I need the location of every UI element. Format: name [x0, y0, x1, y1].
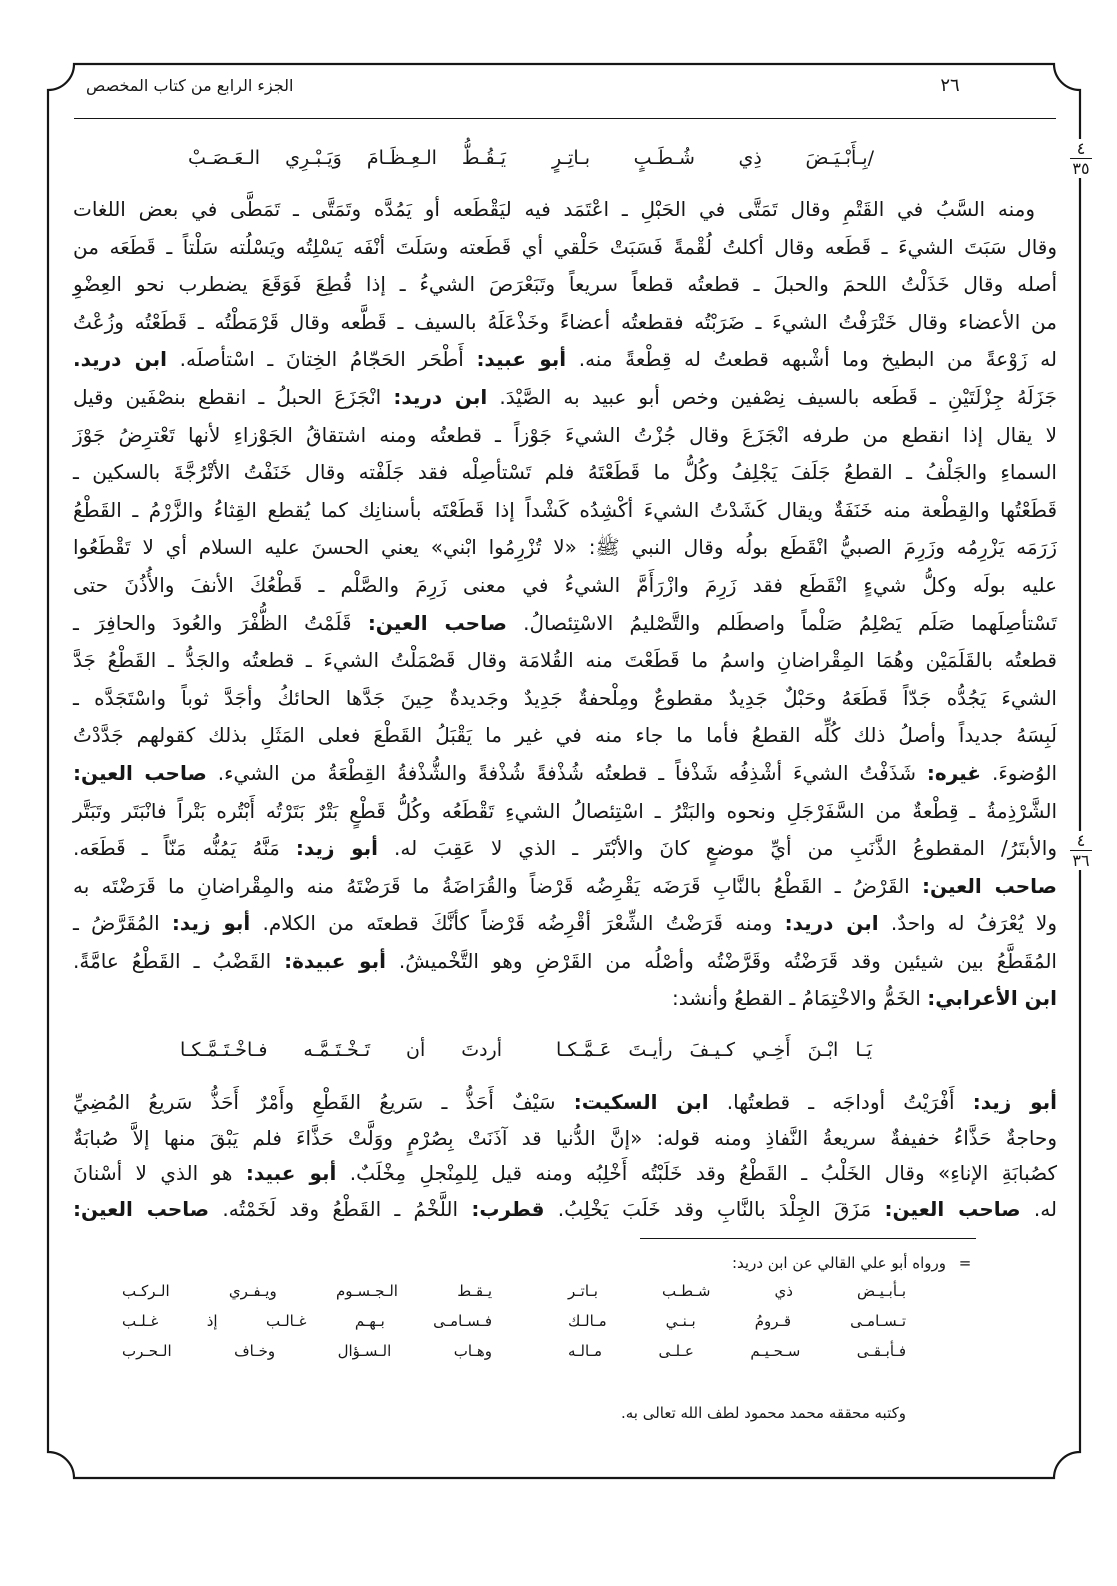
text-run: القَضْبُ ـ القَطْعُ عامَّةً.: [73, 948, 285, 973]
footnote-verse-second: يـقـط الـجـسـوم ويـفـري الـركـب: [122, 1282, 492, 1300]
text-run: جَزَلَهُ جِزْلَتَيْنِ ـ قَطَعه بالسيف نِصْفين وخص أبو عبيد به الصَّيْدَ.: [487, 384, 1058, 409]
text-line: [73, 266, 1057, 304]
footnote-verse-first: تـسـامـى قـرومُ بـنـي مـالـك: [568, 1312, 906, 1330]
text-run: اللَّخْمُ ـ القَطْعُ وقد لَخَمْتُه.: [209, 1196, 472, 1221]
text-run: شَذَفْتُ الشيءَ أشْذِفُه شَذْفاً ـ قطعتُه شُذْفةً شُذْفةً والشُّذْفةُ القِطْعَةُ من الشيء.: [206, 760, 927, 785]
text-line: [73, 605, 1057, 643]
text-run: أصله وقال خَذَلْتُ اللحمَ والحبلَ ـ قطعتُه قطعاً سريعاً وتَبَعْرَصَ الشيءُ ـ إذا قُطِعَ فَوَقَعَ يضطرب نحو العِضْوِ: [73, 272, 1057, 297]
text-run: زَرَمَه يَزْرِمُه وزَرِمَ الصبيُّ انْقَطَع بولُه وقال النبي ﷺ: «لا تُزْرِمُوا ابْني» يعني الحسنَ عليه السلام أي لا تَقْطَعُوا: [73, 535, 1057, 560]
source-name: أبو زيد:: [972, 1090, 1057, 1114]
margin-ref-page: ٣٥: [1072, 159, 1090, 178]
text-line: [73, 417, 1057, 455]
text-line: [73, 905, 1057, 943]
footnote-intro: ورواه أبو علي القالي عن ابن دريد:: [732, 1254, 946, 1272]
margin-ref-page: ٣٦: [1072, 851, 1090, 870]
footnote-signature: وكتبه محققه محمد محمود لطف الله تعالى به.: [620, 1404, 906, 1422]
source-name: صاحب العين:: [367, 610, 507, 635]
text-run: هو الذي لا أسْنانَ: [73, 1161, 246, 1185]
text-run: قَلَمْتُ الظُّفْرَ والعُودَ والحافِرَ ـ: [73, 610, 368, 635]
verse-hemistich-second: أردتَ أن تَـخْـتَـمَّـه فـاخْـتَـمَّـكـا: [180, 1039, 502, 1061]
text-run: ومنه السَّبُ في القَتْمِ وقال تَمَتَّى في الحَبْلِ ـ اعْتَمَد فيه ليَقْطَعه أو يَمُدَّه وتَمَتَّى ـ تَمَطَّى في بعض اللغات: [73, 197, 1035, 221]
header-rule: [74, 118, 1056, 119]
text-run: ولا يُعْرَفُ له واحدٌ.: [878, 911, 1057, 936]
text-line: [73, 1121, 1057, 1157]
text-run: له زَوْعةً من البطيخ وما أشْبهه قطعتُ له قِطْعةً منه.: [566, 347, 1057, 372]
text-run: والأبتَرُ/ المقطوعُ الذَّنَبِ من أيِّ موضعٍ كانَ والأبْتَر ـ الذي لا عَقِبَ له.: [378, 836, 1057, 861]
text-line: [73, 379, 1057, 417]
text-line: [73, 680, 1057, 718]
running-title: الجزء الرابع من كتاب المخصص: [86, 76, 294, 95]
footnote-verse-first: فـأبـقـى سـحـيـم عـلـى مـالـه: [568, 1342, 906, 1360]
text-run: لا يقال إذا انقطع من طرفه انْجَزَعَ وقال جُزْتُ الشيءَ جَوْزاً ـ قطعتُه ومنه اشتقاقُ الجَوْزاءِ لأنها تَعْترِضُ جَوْزَ: [73, 422, 1057, 447]
text-line: [73, 341, 1057, 379]
text-run: عليه بولَه وكلُّ شيءٍ انْقَطَع فقد زَرِمَ وازْرَأَمَّ الشيءُ في معنى زَرِمَ والصَّلْم ـ قَطْعُكَ الأنفَ والأُذُنَ حتى: [73, 572, 1057, 597]
text-line: [73, 229, 1057, 267]
text-run: لَبِسَهُ جديداً وأصلُ ذلك كُلِّه القطعُ فأما ما جاء منه في غير ما يَقْبَلُ القَطْعَ فعلى المَثَلِ بذلك كقولهم جَدَّدْتُ: [73, 723, 1057, 748]
text-line: [73, 642, 1057, 680]
margin-ref-volume: ٤: [1076, 139, 1086, 158]
footnote-marker: =: [958, 1254, 972, 1272]
text-run: الوُضوءَ.: [981, 760, 1058, 785]
text-run: أَفْرَيْتُ أوداجَه ـ قطعتُها.: [708, 1090, 973, 1114]
text-line: [73, 717, 1057, 755]
margin-page-reference: [1063, 831, 1099, 870]
text-line: [73, 492, 1057, 530]
body-text-block: [73, 191, 1057, 1018]
text-run: قطعتُه بالقَلَمَيْن وهُمَا المِقْراضانِ واسمُ ما قَطَعْتَ منه القُلامَة وقال قَصْمَلْتُ الشيءَ ـ قطعتُه والجَدُّ ـ القَطْعُ جَدَّ: [73, 648, 1057, 673]
text-run: الخَمُّ والاخْتِمَامُ ـ القطعُ وأنشد:: [671, 986, 928, 1011]
source-name: أبو عبيد:: [245, 1161, 337, 1185]
source-name: ابن دريد.: [73, 347, 168, 372]
text-run: وقال سَبَتَ الشيءَ ـ قَطَعه وقال أكلتُ لُقْمةً فَسَبَتْ حَلْقي أي قَطَعته وسَلَتَ أنْفَه يَسْلِتُه ويَسْلُته سَلْتاً ـ قَطَعَه من: [73, 234, 1057, 259]
source-name: غيره:: [926, 760, 981, 785]
text-run: الشيءَ يَجُدُّه جَدّاً قَطَعَهُ وحَبْلٌ جَدِيدٌ مقطوعٌ ومِلْحفةٌ جَدِيدٌ وجَديدةٌ حِينَ جَدَّها الحائكُ وأجَدَّ ثوباً واسْتَجَدَّه ـ: [73, 685, 1057, 710]
text-run: من الأعضاء وقال خَتْرَفْتُ الشيءَ ـ ضَرَبْتُه فقطعتُه أعضاءً وخَذْعَلَهُ بالسيف ـ قَطَّعه وقال قَرْمَطْتُه ـ قَطَعْتُه وزُعْتُ: [73, 309, 1057, 334]
text-line: [73, 191, 1057, 229]
text-run: السماءِ والجَلْفُ ـ القطعُ جَلَفَ يَجْلِفُ وكُلُّ ما قَطَعْتَهُ فلم تَسْتأصِلْه فقد جَلَفْته وقال خَنَفْتُ الأتْرُجَّةَ بالسكين ـ: [73, 460, 1057, 485]
text-line: [73, 1156, 1057, 1192]
verse-hemistich-first: يَـا ابْـنَ أَخِـي كـيـفَ رأيـتَ عَـمَّـكـا: [556, 1039, 872, 1061]
source-name: صاحب العين:: [921, 873, 1057, 898]
footnote-rule: [640, 1238, 976, 1239]
footnote-verse-second: فـسـامـى بـهـم غـالـب إذ غـلـب: [122, 1312, 492, 1330]
text-run: كصُبابَةِ الإناءِ» وقال الخَلْبُ ـ القَطْعُ وقد خَلَبْتُه أَخْلِبُه ومنه قيل لِلمِنْجلِ مِخْلَبٌ.: [336, 1161, 1058, 1185]
footnote-verse-second: وهـاب الـسـؤال وخـاف الـحـرب: [122, 1342, 492, 1360]
text-line: [73, 943, 1057, 981]
text-run: قَطَعْتُها والقِطْعة منه خَنَفَةٌ ويقال كَشَدْتُ الشيءَ أكْشِدُه كَشْداً إذا قَطَعْتَه بأسنانِك كما يُقطع القِثاءُ والزَّرْمُ ـ القَطْعُ: [73, 497, 1057, 522]
text-run: له.: [1020, 1196, 1058, 1221]
text-run: القَرْضُ ـ القَطْعُ بالنَّابِ قَرَضَه يَقْرِضُه قَرْضاً والقُرَاضَةُ ما قَرَضْتَهُ منه والمِقْراضانِ ما قَرَضْتَه به: [73, 873, 922, 898]
verse-hemistich-second: يَـقُـطُّ الـعِـظَـامَ وَيَـبْـرِي الـعَـصَـبْ: [188, 147, 506, 169]
source-name: صاحب العين:: [73, 760, 207, 785]
source-name: أبو عبيد:: [476, 347, 567, 372]
text-line: [73, 793, 1057, 831]
text-line: [73, 529, 1057, 567]
text-run: تَسْتأصِلَهما صَلَم يَصْلِمُ صَلْماً واصطَلم والتَّصْليمُ الاسْتِئصالُ.: [506, 610, 1057, 635]
footnote-verse-first: بـأبـيـض ذي شـطـب بـاتـر: [568, 1282, 906, 1300]
text-run: مَزَقَ الجِلْدَ بالنَّابِ وقد خَلَبَ يَخْلِبُ.: [544, 1196, 885, 1221]
source-name: صاحب العين:: [884, 1196, 1021, 1221]
text-line: [73, 980, 1057, 1018]
text-run: وحاجةٌ حَذَّاءُ خفيفةٌ سريعةُ النَّفاذِ ومنه قوله: «إنَّ الدُّنيا قد آذَنَتْ بِصُرْمٍ ووَلَّتْ حَذَّاءَ فلم يَبْقَ منها إلاَّ صُبابَةٌ: [73, 1125, 1057, 1150]
text-run: سَيْفٌ أَحَذُّ ـ سَريعُ القَطْعِ وأَمْرٌ أَحَذُّ سَريعُ المُضِيِّ: [73, 1090, 574, 1114]
source-name: أبو عبيدة:: [284, 948, 386, 973]
source-name: ابن دريد:: [393, 384, 488, 409]
text-run: المُقَرَّضُ ـ: [73, 911, 172, 936]
margin-ref-volume: ٤: [1076, 831, 1086, 850]
text-line: [73, 868, 1057, 906]
text-run: ومنه قَرَضْتُ الشِّعْرَ أقْرِضُه قَرْضاً كأنَّكَ قطعتَه من الكلام.: [250, 911, 785, 936]
text-run: مَنَّهُ يَمُنُّه مَنّاً ـ قَطَعَه.: [73, 836, 296, 861]
text-line: [73, 1085, 1057, 1121]
page-number: ٢٦: [940, 75, 960, 96]
source-name: ابن الأعرابي:: [927, 986, 1057, 1011]
source-name: ابن دريد:: [784, 911, 879, 936]
text-line: [73, 755, 1057, 793]
text-line: [73, 304, 1057, 342]
text-line: [73, 567, 1057, 605]
source-name: أبو زيد:: [295, 836, 378, 861]
body-text-block: [73, 1085, 1057, 1227]
text-run: أَطْحَر الحَجّامُ الخِتانَ ـ اسْتأصلَه.: [167, 347, 477, 372]
source-name: صاحب العين:: [73, 1196, 210, 1221]
verse-hemistich-first: /بِـأَبْـيَـضَ ذِي شُـطَـبٍ بـاتِـرٍ: [552, 147, 874, 169]
text-line: [73, 454, 1057, 492]
text-line: [73, 830, 1057, 868]
source-name: أبو زيد:: [171, 911, 251, 936]
text-line: [73, 1192, 1057, 1228]
text-run: المُقَطَّعُ بين شيئين وقد قَرَضْتُه وقَرَّضْتُه وأصْلُه من القَرْضِ وهو التَّخْميشُ.: [385, 948, 1057, 973]
source-name: قطرب:: [471, 1196, 545, 1221]
margin-page-reference: [1063, 139, 1099, 178]
text-run: انْجَزَعَ الحبلُ ـ انقطع بنصْفَين وقيل: [73, 384, 394, 409]
source-name: ابن السكيت:: [573, 1090, 709, 1114]
text-run: الشَّرْذِمةُ ـ قِطْعةٌ من السَّفَرْجَلِ ونحوه والبَتْرُ ـ اسْتِئصالُ الشيءِ تَقْطَعُه وكُلُّ قَطْعٍ بَتْرٌ بَتَرْتُه أَبْتُره بَتْراً فانْبَتَر وتَبَتَّر: [73, 798, 1057, 823]
